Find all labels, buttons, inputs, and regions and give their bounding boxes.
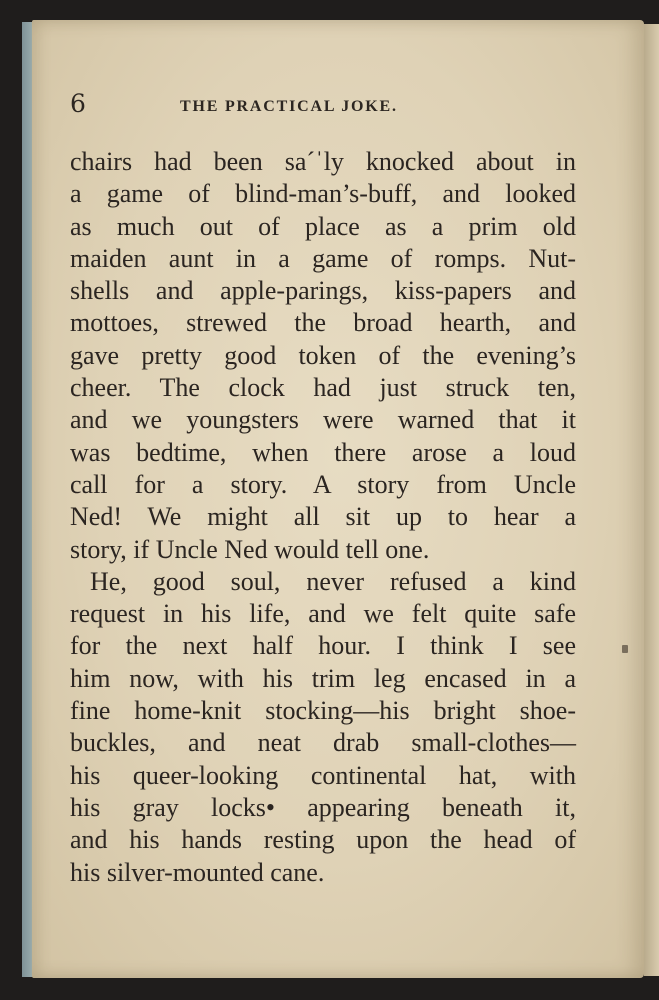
ink-mark — [622, 645, 628, 653]
next-page-edge — [644, 24, 659, 976]
text-line: for the next half hour. I think I see — [70, 631, 576, 661]
body-text — [70, 146, 576, 889]
text-line: fine home-knit stocking—his bright shoe- — [70, 696, 576, 726]
text-line: him now, with his trim leg encased in a — [70, 663, 576, 693]
text-line: as much out of place as a prim old — [70, 211, 576, 241]
text-line: He, good soul, never refused a kind — [90, 566, 576, 596]
text-line: gave pretty good token of the evening’s — [70, 340, 576, 370]
text-line: his silver-mounted cane. — [70, 857, 325, 887]
text-line: mottoes, strewed the broad hearth, and — [70, 308, 576, 338]
text-line: buckles, and neat drab small-clothes— — [70, 728, 576, 758]
text-line: Ned! We might all sit up to hear a — [70, 502, 576, 532]
text-line: and his hands resting upon the head of — [70, 825, 576, 855]
text-line: story, if Uncle Ned would tell one. — [70, 534, 430, 564]
text-line: his gray locks• appearing beneath it, — [70, 792, 576, 822]
running-title: THE PRACTICAL JOKE. — [180, 98, 398, 115]
text-line: his queer-looking continental hat, with — [70, 760, 576, 790]
text-line: was bedtime, when there arose a loud — [70, 437, 576, 467]
text-line: cheer. The clock had just struck ten, — [70, 373, 576, 403]
text-line: request in his life, and we felt quite safe — [70, 599, 576, 629]
page-header — [70, 84, 480, 124]
page-number: 6 — [70, 89, 86, 118]
text-line: shells and apple-parings, kiss-papers and — [70, 276, 576, 306]
text-line: maiden aunt in a game of romps. Nut- — [70, 243, 576, 273]
text-line: chairs had been sa´ˈly knocked about in — [70, 147, 576, 176]
text-line: and we youngsters were warned that it — [70, 405, 576, 435]
text-line: a game of blind-man’s-buff, and looked — [70, 179, 576, 209]
text-line: call for a story. A story from Uncle — [70, 469, 576, 499]
